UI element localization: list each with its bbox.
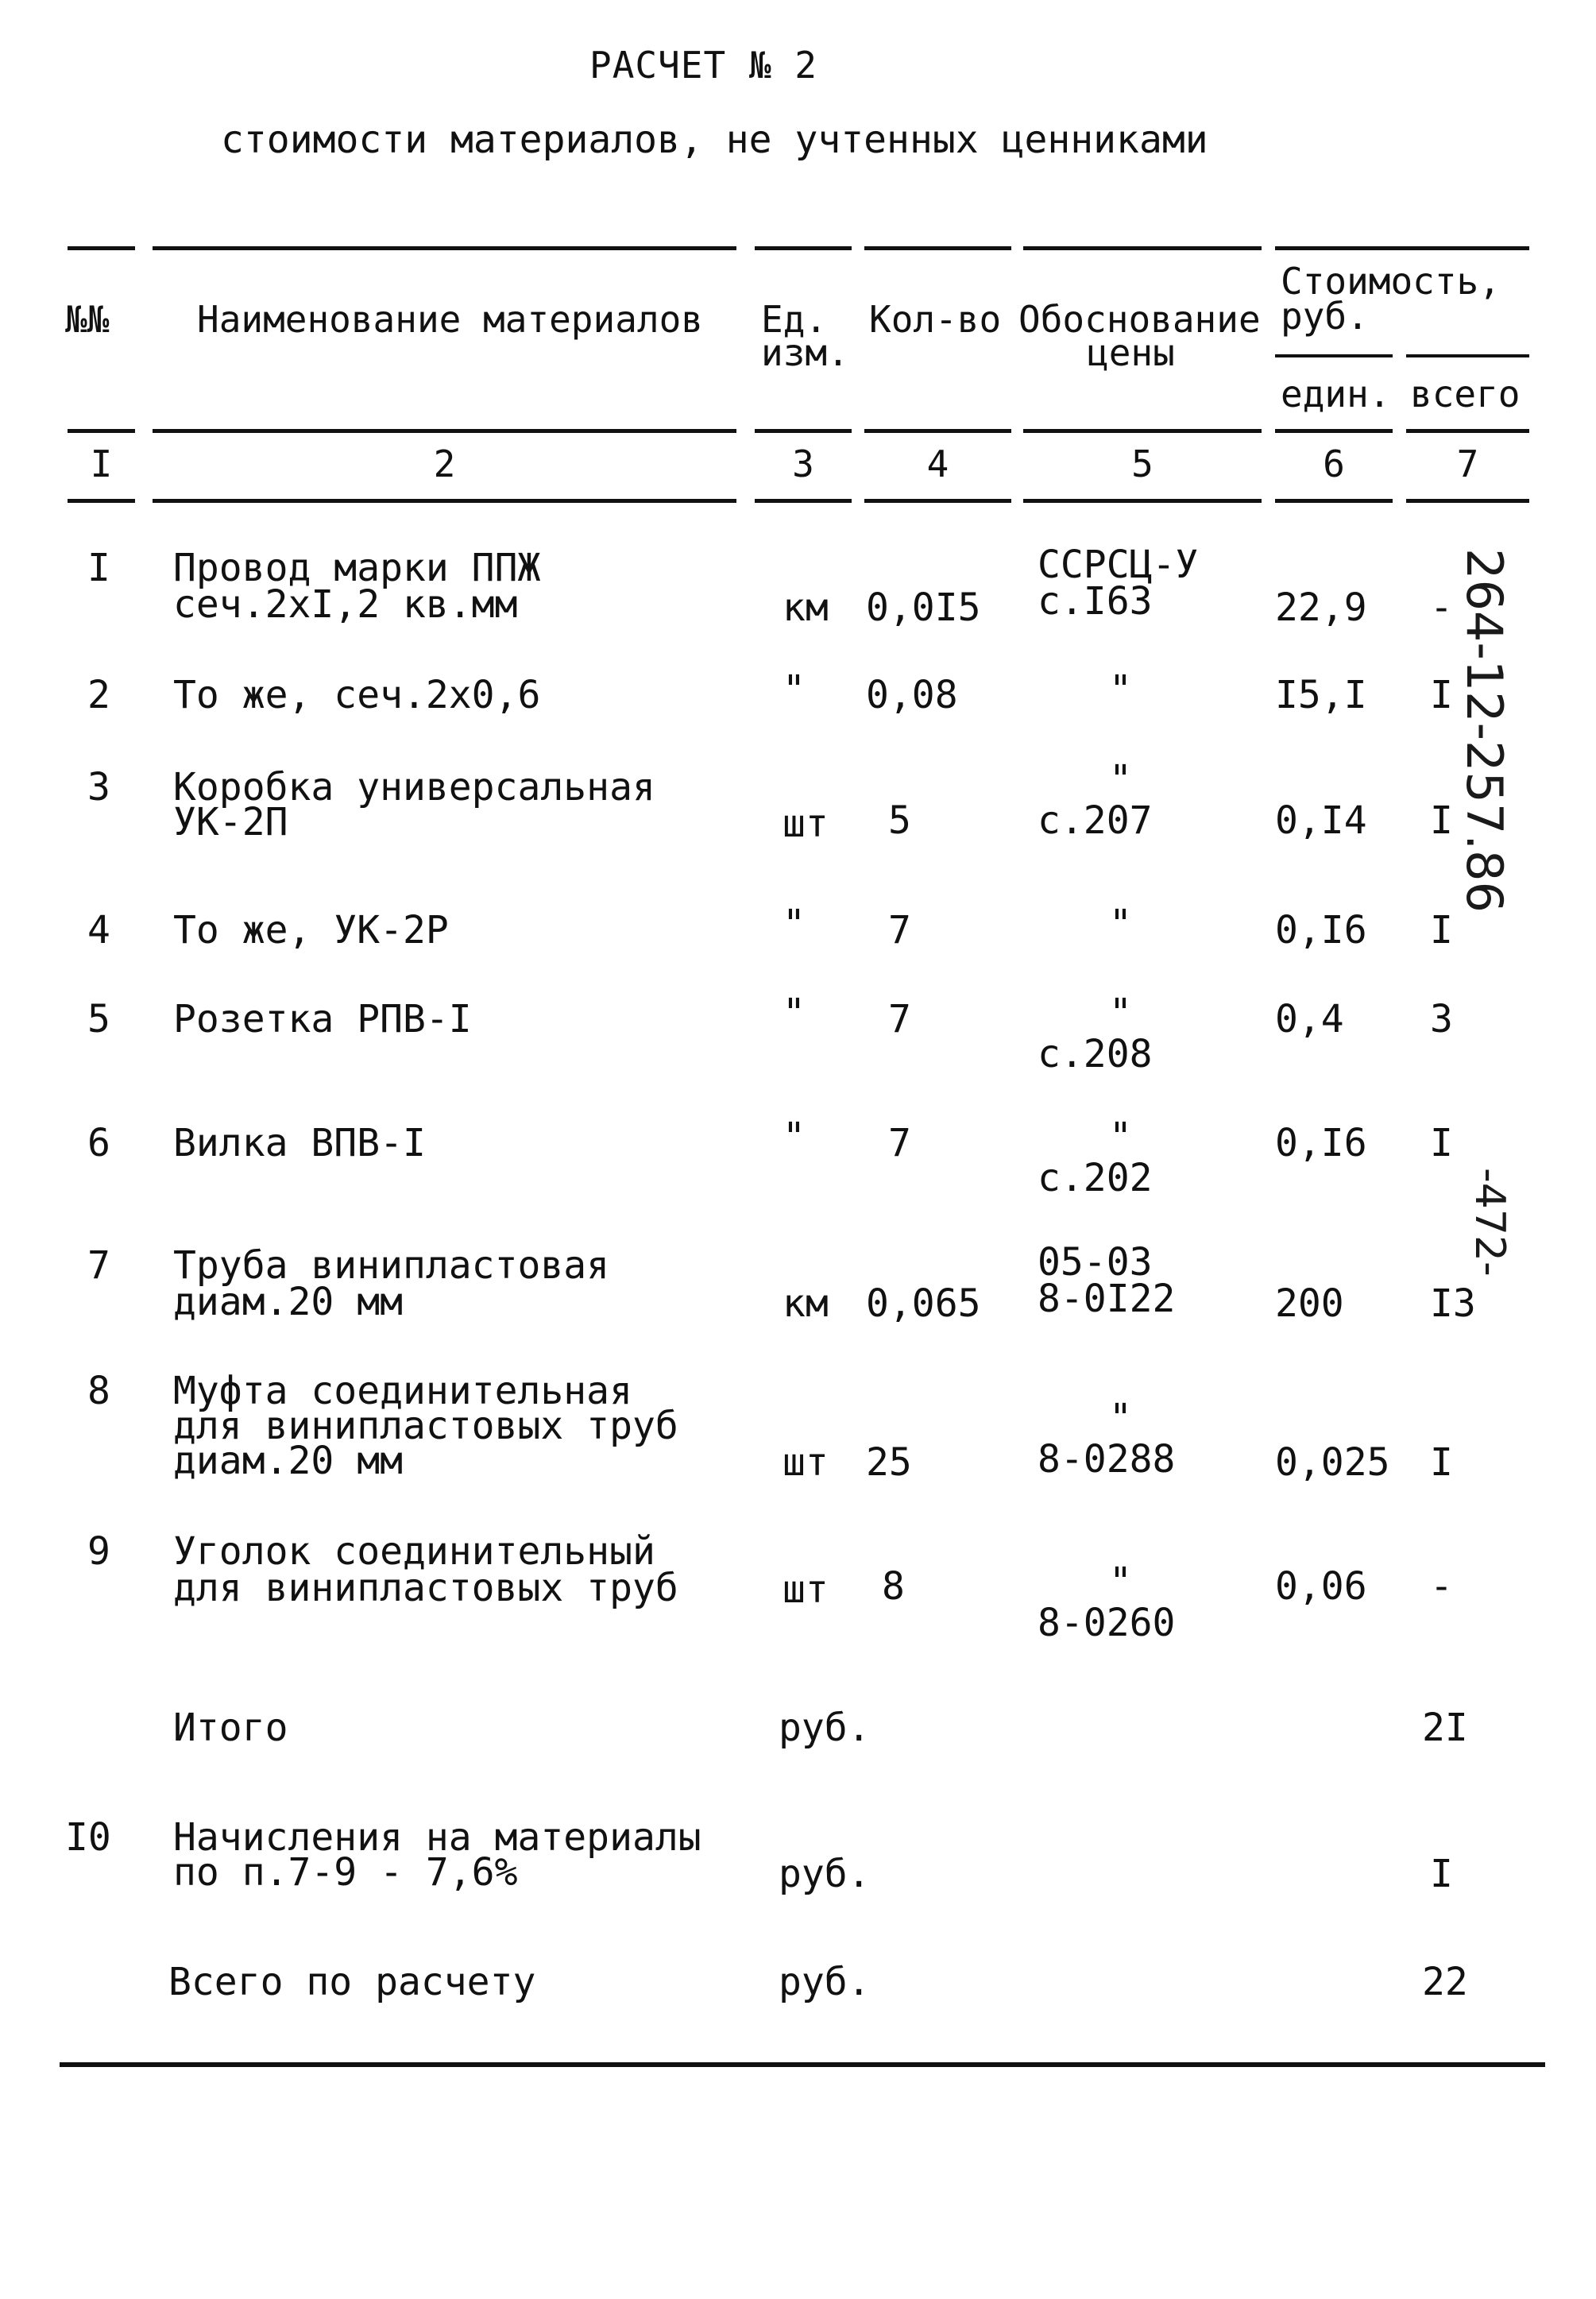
price-basis: ССРСЦ-У xyxy=(1038,543,1199,587)
price-basis: 8-0260 xyxy=(1038,1601,1176,1645)
cost-subheader-rule xyxy=(1406,354,1529,357)
column-number-rule xyxy=(1023,499,1262,503)
column-number-rule xyxy=(1275,499,1393,503)
unit-price: 0,I4 xyxy=(1275,798,1367,843)
unit-of-measure: шт xyxy=(783,1567,829,1612)
table-top-rule xyxy=(755,246,852,250)
price-basis: с.208 xyxy=(1038,1032,1153,1076)
table-top-rule xyxy=(1023,246,1262,250)
column-number: 5 xyxy=(1131,442,1154,485)
material-name: Вилка ВПВ-I xyxy=(173,1121,426,1165)
price-basis: с.I63 xyxy=(1038,579,1153,624)
column-header-unit: Ед. xyxy=(761,298,828,341)
column-number-rule xyxy=(755,499,852,503)
column-header-price-basis: Обоснование xyxy=(1018,298,1261,341)
unit-of-measure: км xyxy=(783,1281,829,1326)
document-subtitle: стоимости материалов, не учтенных ценниками xyxy=(221,118,1208,162)
total-cost: - xyxy=(1430,585,1453,630)
quantity: 7 xyxy=(888,997,911,1041)
price-basis: " xyxy=(1109,1396,1132,1440)
unit-of-measure: " xyxy=(783,1115,806,1159)
material-name: для винипластовых труб xyxy=(173,1566,678,1610)
unit-price: I5,I xyxy=(1275,673,1367,717)
quantity: 5 xyxy=(888,798,911,843)
column-header-price-basis: цены xyxy=(1087,331,1175,374)
unit-price: 0,I6 xyxy=(1275,908,1367,952)
unit-price: 0,025 xyxy=(1275,1440,1390,1485)
summary-label: Всего по расчету xyxy=(168,1960,536,2004)
quantity: 7 xyxy=(888,908,911,952)
unit-of-measure: " xyxy=(783,902,806,946)
table-top-rule xyxy=(1275,246,1529,250)
unit-of-measure: " xyxy=(783,991,806,1035)
header-bottom-rule xyxy=(68,429,135,433)
total-cost: I xyxy=(1430,1440,1453,1485)
table-top-rule xyxy=(153,246,736,250)
price-basis: " xyxy=(1109,757,1132,802)
summary-unit: руб. xyxy=(779,1852,871,1896)
material-name: Муфта соединительная xyxy=(173,1369,632,1413)
price-basis: " xyxy=(1109,1115,1132,1159)
material-name: УК-2П xyxy=(173,800,288,844)
column-header-name: Наименование материалов xyxy=(197,298,703,341)
column-number: 6 xyxy=(1323,442,1345,485)
material-name: сеч.2хI,2 кв.мм xyxy=(173,582,518,627)
handwritten-margin-note: 264-12-257.86 xyxy=(1455,548,1513,913)
summary-total: 22 xyxy=(1422,1960,1468,2004)
header-bottom-rule xyxy=(153,429,736,433)
summary-label: Начисления на материалы xyxy=(173,1815,701,1860)
unit-of-measure: шт xyxy=(783,1440,829,1485)
column-header-number: №№ xyxy=(65,298,110,341)
material-name: Уголок соединительный xyxy=(173,1529,655,1574)
quantity: 7 xyxy=(888,1121,911,1165)
row-number: 3 xyxy=(87,765,110,809)
quantity: 25 xyxy=(866,1440,912,1485)
column-number: 3 xyxy=(792,442,814,485)
total-cost: I3 xyxy=(1430,1281,1476,1326)
row-number: 9 xyxy=(87,1529,110,1574)
total-cost: I xyxy=(1430,908,1453,952)
material-name: диам.20 мм xyxy=(173,1439,403,1483)
row-number: 2 xyxy=(87,673,110,717)
summary-unit: руб. xyxy=(779,1960,871,2004)
price-basis: " xyxy=(1109,1559,1132,1604)
price-basis: с.202 xyxy=(1038,1156,1153,1200)
column-number-rule xyxy=(68,499,135,503)
column-number: I xyxy=(90,442,113,485)
header-bottom-rule xyxy=(1406,429,1529,433)
material-name: Провод марки ППЖ xyxy=(173,546,541,590)
table-top-rule xyxy=(864,246,1011,250)
summary-total: I xyxy=(1430,1852,1453,1896)
unit-price: 0,I6 xyxy=(1275,1121,1367,1165)
row-number: 7 xyxy=(87,1243,110,1288)
material-name: То же, сеч.2х0,6 xyxy=(173,673,541,717)
price-basis: с.207 xyxy=(1038,798,1153,843)
handwritten-margin-note: -472- xyxy=(1466,1168,1513,1277)
total-cost: I xyxy=(1430,798,1453,843)
row-number: I xyxy=(87,546,110,590)
material-name: Коробка универсальная xyxy=(173,765,655,809)
material-name: Розетка РПВ-I xyxy=(173,997,472,1041)
price-basis: 8-0288 xyxy=(1038,1437,1176,1482)
column-header-quantity: Кол-во xyxy=(869,298,1002,341)
header-bottom-rule xyxy=(1275,429,1393,433)
unit-price: 0,4 xyxy=(1275,997,1344,1041)
document-title: РАСЧЕТ № 2 xyxy=(589,44,817,87)
header-bottom-rule xyxy=(755,429,852,433)
price-basis: 05-03 xyxy=(1038,1240,1153,1285)
quantity: 0,0I5 xyxy=(866,585,981,630)
column-header-cost: руб. xyxy=(1281,295,1369,338)
column-number: 4 xyxy=(926,442,949,485)
unit-of-measure: шт xyxy=(783,802,829,846)
material-name: Труба винипластовая xyxy=(173,1243,610,1288)
column-number: 7 xyxy=(1456,442,1479,485)
price-basis: " xyxy=(1109,902,1132,946)
row-number: 6 xyxy=(87,1121,110,1165)
quantity: 0,08 xyxy=(866,673,958,717)
summary-label: Итого xyxy=(173,1706,288,1750)
header-bottom-rule xyxy=(1023,429,1262,433)
material-name: То же, УК-2Р xyxy=(173,908,449,952)
unit-price: 200 xyxy=(1275,1281,1344,1326)
price-basis: " xyxy=(1109,667,1132,712)
column-number-rule xyxy=(153,499,736,503)
table-bottom-rule xyxy=(60,2062,1545,2067)
price-basis: " xyxy=(1109,991,1132,1035)
unit-price: 0,06 xyxy=(1275,1564,1367,1609)
price-basis: 8-0I22 xyxy=(1038,1277,1176,1321)
header-bottom-rule xyxy=(864,429,1011,433)
column-number: 2 xyxy=(433,442,456,485)
summary-label: по п.7-9 - 7,6% xyxy=(173,1850,518,1895)
unit-of-measure: км xyxy=(783,585,829,630)
column-number-rule xyxy=(864,499,1011,503)
summary-total: 2I xyxy=(1422,1706,1468,1750)
quantity: 8 xyxy=(882,1564,905,1609)
row-number: 5 xyxy=(87,997,110,1041)
column-header-total: всего xyxy=(1410,373,1521,415)
material-name: для винипластовых труб xyxy=(173,1404,678,1448)
material-name: диам.20 мм xyxy=(173,1280,403,1324)
total-cost: 3 xyxy=(1430,997,1453,1041)
summary-unit: руб. xyxy=(779,1706,871,1750)
column-header-unit: изм. xyxy=(761,331,849,374)
total-cost: I xyxy=(1430,673,1453,717)
row-number: 4 xyxy=(87,908,110,952)
row-number: I0 xyxy=(65,1815,111,1860)
quantity: 0,065 xyxy=(866,1281,981,1326)
unit-price: 22,9 xyxy=(1275,585,1367,630)
total-cost: I xyxy=(1430,1121,1453,1165)
unit-of-measure: " xyxy=(783,667,806,712)
column-header-cost: Стоимость, xyxy=(1281,260,1501,303)
row-number: 8 xyxy=(87,1369,110,1413)
cost-subheader-rule xyxy=(1275,354,1393,357)
table-top-rule xyxy=(68,246,135,250)
column-header-unit-price: един. xyxy=(1281,373,1391,415)
total-cost: - xyxy=(1430,1564,1453,1609)
column-number-rule xyxy=(1406,499,1529,503)
